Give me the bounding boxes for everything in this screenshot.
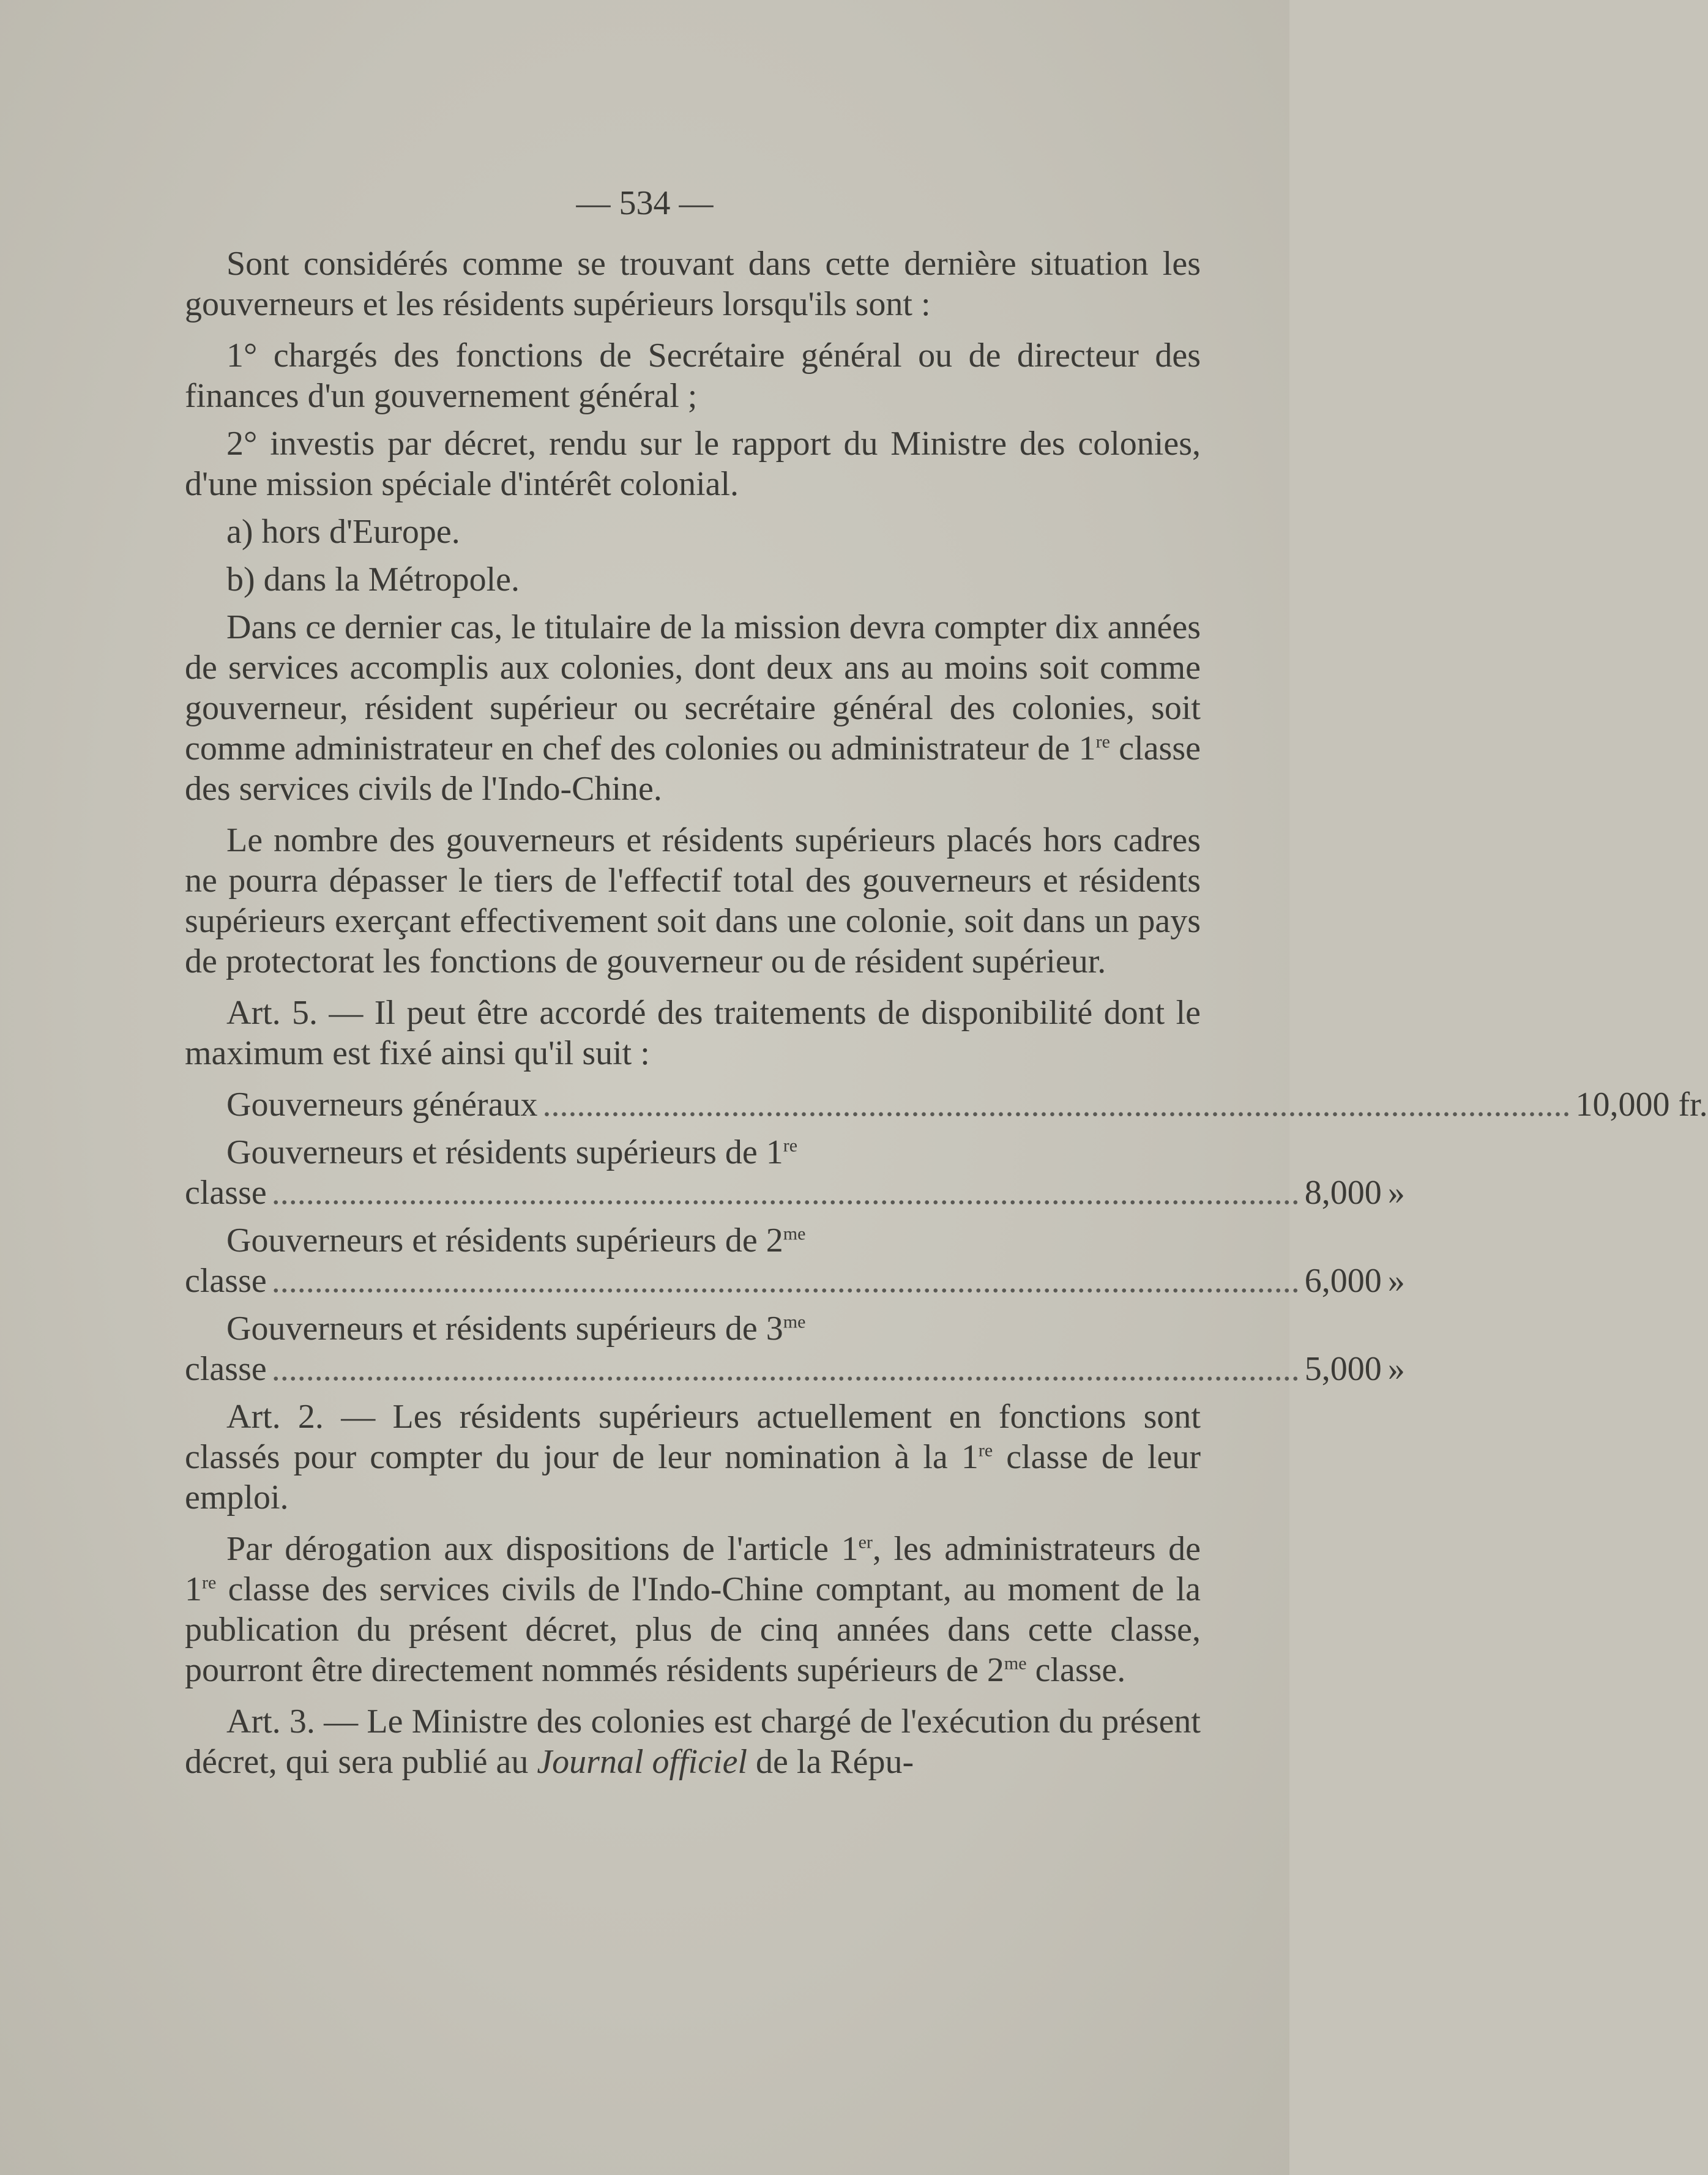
salary-amount: 10,000 fr. [1575, 1086, 1708, 1124]
salary-label-continued: classe [185, 1174, 267, 1212]
salary-label-continued: classe [185, 1350, 267, 1388]
salary-label: Gouverneurs et résidents supérieurs de 1re [226, 1133, 798, 1171]
paragraph-derogation: Par dérogation aux dispositions de l'article 1er, les administrateurs de 1re classe des services civils de l'Indo-Chine comptant, au moment de la publication du présent décret, plus de cinq années dans cette classe, pourront être directement nommés résidents supérieurs de $2^{me}$ classe. [185, 1530, 1201, 1689]
dot-leader: ........................................................................................................................ [271, 1262, 1300, 1300]
salary-row-first-class [185, 1132, 1405, 1213]
ditto-mark: » [1387, 1262, 1405, 1300]
paragraph-hors-cadres: Le nombre des gouverneurs et résidents supérieurs placés hors cadres ne pourra dépasser le tiers de l'effectif total des gouverneurs et résidents supérieurs exerçant effectivement soit dans une colonie, soit dans un pays de protectorat les fonctions de gouverneur ou de résident supérieur. [185, 821, 1201, 980]
article-3-text-end: de la Répu- [747, 1743, 914, 1781]
dot-leader: ........................................................................................................................ [542, 1086, 1571, 1124]
salary-label-continued: classe [185, 1262, 267, 1300]
ditto-mark: » [1387, 1174, 1405, 1212]
dot-leader: ........................................................................................................................ [271, 1174, 1300, 1212]
salary-amount: 5,000 [1304, 1350, 1382, 1388]
salary-label: Gouverneurs et résidents supérieurs de $3^{me}$ [226, 1310, 806, 1348]
salary-label: Gouverneurs et résidents supérieurs de $2^{me}$ [226, 1222, 806, 1259]
dot-leader: ........................................................................................................................ [271, 1350, 1300, 1388]
page-body [185, 244, 1708, 1793]
paragraph-item-1: 1° chargés des fonctions de Secrétaire général ou de directeur des finances d'un gouvernement général ; [185, 337, 1201, 415]
salary-label: Gouverneurs généraux [226, 1086, 538, 1124]
paragraph-article-2: Art. 2. — Les résidents supérieurs actuellement en fonctions sont classés pour compter du jour de leur nomination à la 1re classe de leur emploi. [185, 1398, 1201, 1517]
salary-amount: 8,000 [1304, 1174, 1382, 1212]
ditto-mark: » [1387, 1350, 1405, 1388]
paragraph-situation: Sont considérés comme se trouvant dans cette dernière situation les gouverneurs et les résidents supérieurs lorsqu'ils sont : [185, 245, 1201, 323]
salary-amount: 6,000 [1304, 1262, 1382, 1300]
salary-row-third-class [185, 1308, 1405, 1389]
paragraph-item-2: 2° investis par décret, rendu sur le rapport du Ministre des colonies, d'une mission spéciale d'intérêt colonial. [185, 425, 1201, 503]
salary-row-governors-general [185, 1084, 1708, 1125]
paragraph-mission-conditions: Dans ce dernier cas, le titulaire de la mission devra compter dix années de services accomplis aux colonies, dont deux ans au moins soit comme gouverneur, résident supérieur ou secrétaire général des colonies, soit comme administrateur en chef des colonies ou administrateur de 1re classe des services civils de l'Indo-Chine. [185, 608, 1201, 808]
paragraph-article-5: Art. 5. — Il peut être accordé des traitements de disponibilité dont le maximum est fixé ainsi qu'il suit : [185, 994, 1201, 1072]
salary-row-second-class [185, 1220, 1405, 1301]
journal-officiel-title: Journal officiel [537, 1743, 748, 1781]
page-number: — 534 — [576, 184, 714, 222]
paragraph-article-3 [185, 1701, 1201, 1782]
paragraph-item-a: a) hors d'Europe. [226, 513, 460, 551]
article-3-text: Art. 3. — Le Ministre des colonies est chargé de l'exécution du présent décret, qui sera publié au [185, 1703, 1201, 1781]
paragraph-item-b: b) dans la Métropole. [226, 561, 520, 599]
